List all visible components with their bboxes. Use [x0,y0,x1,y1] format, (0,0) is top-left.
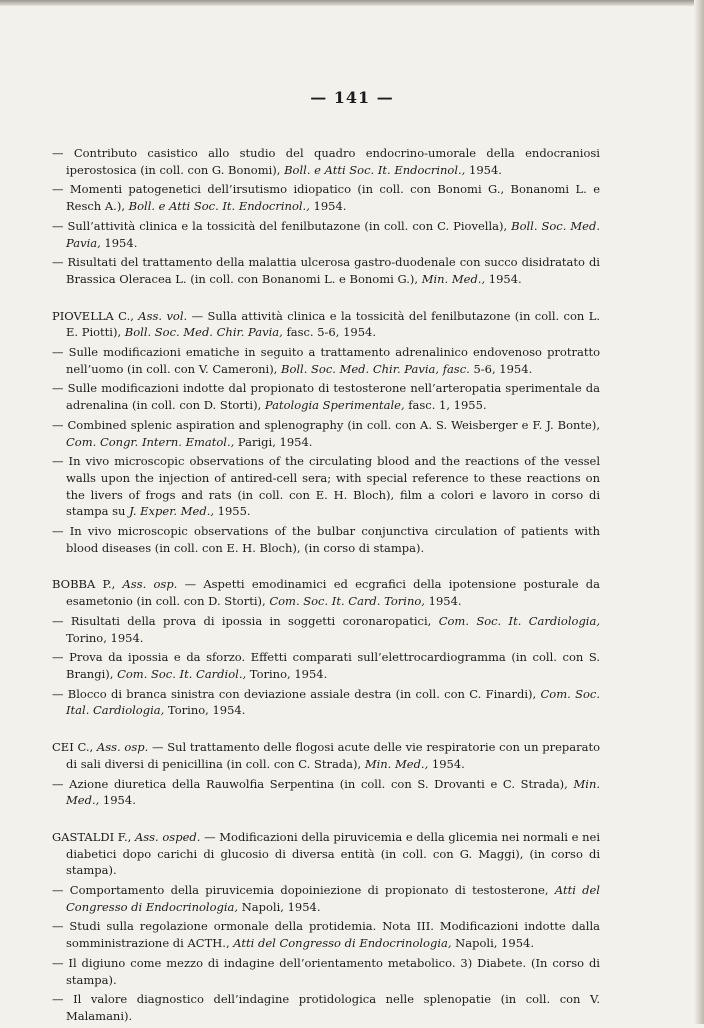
citation-source: Com. Soc. It. Cardiologia, [438,613,600,628]
author-section [52,829,600,1025]
entry-text: PIOVELLA C., [52,308,139,323]
bibliography-list [52,145,600,1028]
bibliography-entry [52,576,600,609]
entry-text: — Il digiuno come mezzo di indagine dell’orientamento metabolico. 3) Diabete. (In corso di stampa). [52,955,600,987]
entry-text: — Modificazioni della piruvicemia e della glicemia nei normali e nei diabetici dopo carichi di glucosio di diversa entità (in coll. con G. Maggi), (in corso di stampa). [66,829,600,878]
citation-source: Boll. e Atti Soc. It. Endocrinol., [284,162,466,177]
page-number: — 141 — [310,88,394,107]
bibliography-entry [52,829,600,879]
entry-text: fasc. 5-6, 1954. [282,325,376,340]
citation-source: Boll. Soc. Med. Pavia, [66,218,600,250]
entry-text: — Sulla attività clinica e la tossicità del fenilbutazone (in coll. con L. E. Piotti), [66,308,600,340]
entry-text: — Azione diuretica della Rauwolfia Serpentina (in coll. con S. Drovanti e C. Strada), [52,776,574,791]
citation-source: Boll. Soc. Med. Chir. Pavia, [124,325,283,340]
author-section [52,145,600,288]
bibliography-entry [52,882,600,915]
author-section [52,739,600,809]
entry-text: 1954. [99,793,136,808]
bibliography-entry [52,686,600,719]
citation-source: Ass. vol. [138,308,188,323]
entry-text: Torino, 1954. [246,666,328,681]
entry-text: fasc. 1, 1955. [404,398,487,413]
citation-source: Com. Soc. It. Cardiol., [117,666,247,681]
entry-text: Parigi, 1954. [234,434,313,449]
entry-text: 1954. [309,199,347,214]
page-edge-top [0,0,704,6]
bibliography-entry [52,417,600,450]
page-edge-right [694,0,704,1024]
entry-text: — Prova da ipossia e da sforzo. Effetti comparati sull’elettrocardiogramma (in coll. con S. Brangi), [52,650,600,681]
entry-text: Napoli, 1954. [238,899,321,914]
author-section [52,576,600,719]
bibliography-entry [52,218,600,251]
entry-text: 1954. [485,271,522,286]
citation-source: Min. Med., [66,776,600,808]
citation-source: Patologia Sperimentale, [264,398,405,413]
bibliography-entry [52,453,600,520]
bibliography-entry [52,344,600,377]
bibliography-entry [52,380,600,413]
entry-text: — Studi sulla regolazione ormonale della protidemia. Nota III. Modificazioni indotte dalla somministrazione di ACTH., [52,919,600,951]
entry-text: — Comportamento della piruvicemia dopoiniezione di propionato di testosterone, [52,883,555,898]
bibliography-entry [52,254,600,287]
entry-text: — Sul trattamento delle flogosi acute delle vie respiratorie con un preparato di sali diversi di penicillina (in coll. con C. Strada), [66,740,601,771]
entry-text: — In vivo microscopic observations of the bulbar conjunctiva circulation of patients with blood diseases (in coll. con E. H. Bloch), (in corso di stampa). [52,524,600,555]
citation-source: Com. Soc. It. Card. Torino, [269,594,425,609]
citation-source: Boll. e Atti Soc. It. Endocrinol., [128,199,310,214]
entry-text: Napoli, 1954. [451,936,534,951]
entry-text: Torino, 1954. [164,703,246,718]
bibliography-entry [52,145,600,178]
entry-text: — Risultati del trattamento della malattia ulcerosa gastro-duodenale con succo disidratato di Brassica Oleracea L. (in coll. con Bonanomi L. e Bonomi G.), [52,255,600,286]
citation-source: Ass. osped. [134,829,201,844]
bibliography-entry [52,613,600,646]
entry-text: — Momenti patogenetici dell’irsutismo idiopatico (in coll. con Bonomi G., Bonanomi L. e Resch A.), [52,182,600,214]
entry-text: BOBBA P., [52,577,123,592]
citation-source: Min. Med., [421,271,486,286]
entry-text: GASTALDI F., [52,829,135,844]
entry-text: — Sulle modificazioni indotte dal propionato di testosterone nell’arteropatia sperimentale da adrenalina (in coll. con D. Storti), [52,381,600,413]
bibliography-entry [52,523,600,556]
bibliography-entry [52,955,600,988]
entry-text: 1955. [214,504,251,519]
entry-text: — Aspetti emodinamici ed ecgrafici della ipotensione posturale da esametonio (in coll. con D. Storti), [66,577,600,609]
entry-text: Torino, 1954. [66,630,144,645]
bibliography-entry [52,918,600,951]
entry-text: — Risultati della prova di ipossia in soggetti coronaropatici, [52,613,439,628]
bibliography-entry [52,308,600,341]
entry-text: 1954. [424,594,462,609]
entry-text: 1954. [100,235,138,250]
entry-text: CEI C., [52,740,97,755]
entry-text: — Blocco di branca sinistra con deviazione assiale destra (in coll. con C. Finardi), [52,686,541,701]
entry-text: — In vivo microscopic observations of the circulating blood and the reactions of the vessel walls upon the injection of antired-cell sera; with special reference to these reactions on the livers of frogs and rats (in coll. con E. H. Bloch), film a colori e lavoro in corso di stampa su [52,454,600,519]
entry-text: — Sulle modificazioni ematiche in seguito a trattamento adrenalinico endovenoso protratto nell’uomo (in coll. con V. Cameroni), [52,345,600,376]
citation-source: Atti del Congresso di Endocrinologia, [66,883,600,914]
citation-source: Ass. osp. [122,577,178,592]
bibliography-entry [52,776,600,809]
entry-text: — Sull’attività clinica e la tossicità del fenilbutazone (in coll. con C. Piovella), [52,218,512,233]
entry-text: — Combined splenic aspiration and splenography (in coll. con A. S. Weisberger e F. J. Bonte), [52,417,600,432]
entry-text: — Il valore diagnostico dell’indagine protidologica nelle splenopatie (in coll. con V. Malamani). [52,992,600,1023]
author-section [52,308,600,557]
bibliography-entry [52,739,600,772]
citation-source: Com. Congr. Intern. Ematol., [66,434,235,449]
bibliography-entry [52,649,600,682]
entry-text: — Contributo casistico allo studio del quadro endocrino-umorale della endocraniosi iperostosica (in coll. con G. Bonomi), [52,146,600,177]
entry-text: 5-6, 1954. [469,361,533,376]
entry-text: 1954. [428,756,465,771]
citation-source: Min. Med., [364,756,429,771]
entry-text: 1954. [465,162,502,177]
citation-source: Com. Soc. Ital. Cardiologia, [66,686,600,718]
citation-source: Atti del Congresso di Endocrinologia, [233,936,452,951]
citation-source: Ass. osp. [96,740,149,755]
bibliography-entry [52,991,600,1024]
bibliography-entry [52,181,600,214]
citation-source: J. Exper. Med., [129,504,214,519]
citation-source: Boll. Soc. Med. Chir. Pavia, fasc. [281,361,470,376]
